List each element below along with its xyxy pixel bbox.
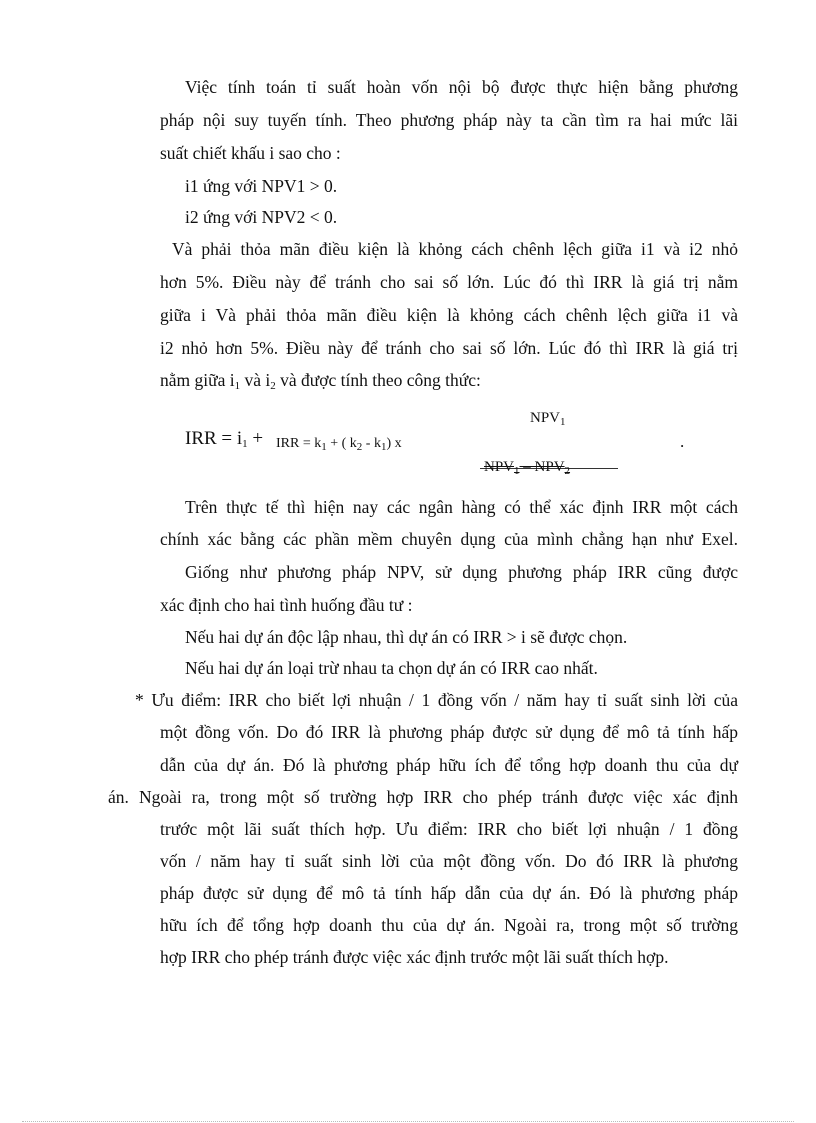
paragraph-line: hữu ích để tổng hợp doanh thu của dự án. Ngoài ra, trong một số trường (160, 915, 738, 935)
paragraph-line: trước một lãi suất thích hợp. Ưu điểm: IRR cho biết lợi nhuận / 1 đồng (160, 819, 738, 839)
text-run: và i (240, 370, 271, 390)
text-run: nằm giữa i (160, 370, 235, 390)
condition-line: i1 ứng với NPV1 > 0. (185, 176, 338, 196)
paragraph-line: hợp IRR cho phép tránh được việc xác định trước một lãi suất thích hợp. (160, 947, 669, 967)
paragraph-line: một đồng vốn. Do đó IRR là phương pháp được sử dụng để mô tả tính hấp (160, 722, 738, 742)
paragraph-line: * Ưu điểm: IRR cho biết lợi nhuận / 1 đồng vốn / năm hay tỉ suất sinh lời của (135, 690, 738, 710)
text-run: – NPV (519, 459, 565, 475)
subscript: 1 (234, 380, 241, 392)
paragraph-line: pháp nội suy tuyến tính. Theo phương pháp này ta cần tìm ra hai mức lãi (160, 110, 738, 130)
text-run: IRR = i (185, 428, 243, 449)
text-run: và được tính theo công thức: (275, 370, 481, 390)
condition-line: i2 ứng với NPV2 < 0. (185, 207, 338, 227)
subscript: 2 (564, 465, 571, 477)
paragraph-line: i2 nhỏ hơn 5%. Điều này để tránh cho sai số lớn. Lúc đó thì IRR là giá trị (160, 338, 738, 358)
paragraph-line: Giống như phương pháp NPV, sử dụng phương pháp IRR cũng được (185, 562, 738, 582)
paragraph-line (160, 369, 481, 391)
paragraph-line: hơn 5%. Điều này để tránh cho sai số lớn. Lúc đó thì IRR là giá trị nằm (160, 272, 738, 292)
paragraph-line: dẫn của dự án. Đó là phương pháp hữu ích để tổng hợp doanh thu của dự (160, 755, 738, 775)
text-run: ) x (386, 436, 402, 451)
formula-denominator (484, 459, 570, 476)
paragraph-line: Trên thực tế thì hiện nay các ngân hàng có thể xác định IRR một cách (185, 497, 738, 517)
text-run: NPV (484, 459, 515, 475)
subscript: 2 (270, 380, 276, 392)
paragraph-line: Và phải thỏa mãn điều kiện là khỏng cách chênh lệch giữa i1 và i2 nhỏ (172, 239, 738, 259)
paragraph-line: xác định cho hai tình huống đầu tư : (160, 595, 413, 615)
text-run: NPV (530, 410, 561, 426)
page-bottom-rule (22, 1121, 794, 1122)
formula-inline (276, 436, 402, 452)
subscript: 1 (242, 438, 248, 450)
text-run: + (247, 428, 264, 449)
subscript: 1 (321, 441, 327, 453)
case-line: Nếu hai dự án độc lập nhau, thì dự án có IRR > i sẽ được chọn. (185, 627, 628, 647)
paragraph-line: án. Ngoài ra, trong một số trường hợp IRR cho phép tránh được việc xác định (108, 787, 738, 807)
formula-lhs (185, 428, 263, 450)
paragraph-line: suất chiết khấu i sao cho : (160, 143, 341, 163)
subscript: 2 (356, 441, 363, 453)
subscript: 1 (560, 416, 566, 428)
subscript: 1 (380, 441, 387, 453)
paragraph-line: pháp được sử dụng để mô tả tính hấp dẫn của dự án. Đó là phương pháp (160, 883, 738, 903)
text-run: + ( k (326, 436, 357, 451)
paragraph-line: chính xác bằng các phần mềm chuyên dụng của mình chẳng hạn như Exel. (160, 529, 738, 549)
formula-numerator (530, 410, 566, 427)
text-run: IRR = k (276, 436, 322, 451)
text-run: - k (362, 436, 381, 451)
paragraph-line: Việc tính toán tỉ suất hoàn vốn nội bộ được thực hiện bằng phương (185, 77, 738, 97)
paragraph-line: vốn / năm hay tỉ suất sinh lời của một đồng vốn. Do đó IRR là phương (160, 851, 738, 871)
subscript: 1 (514, 465, 520, 477)
paragraph-line: giữa i Và phải thỏa mãn điều kiện là khỏng cách chênh lệch giữa i1 và (160, 305, 738, 325)
formula-period: . (680, 432, 685, 451)
case-line: Nếu hai dự án loại trừ nhau ta chọn dự án có IRR cao nhất. (185, 658, 598, 678)
